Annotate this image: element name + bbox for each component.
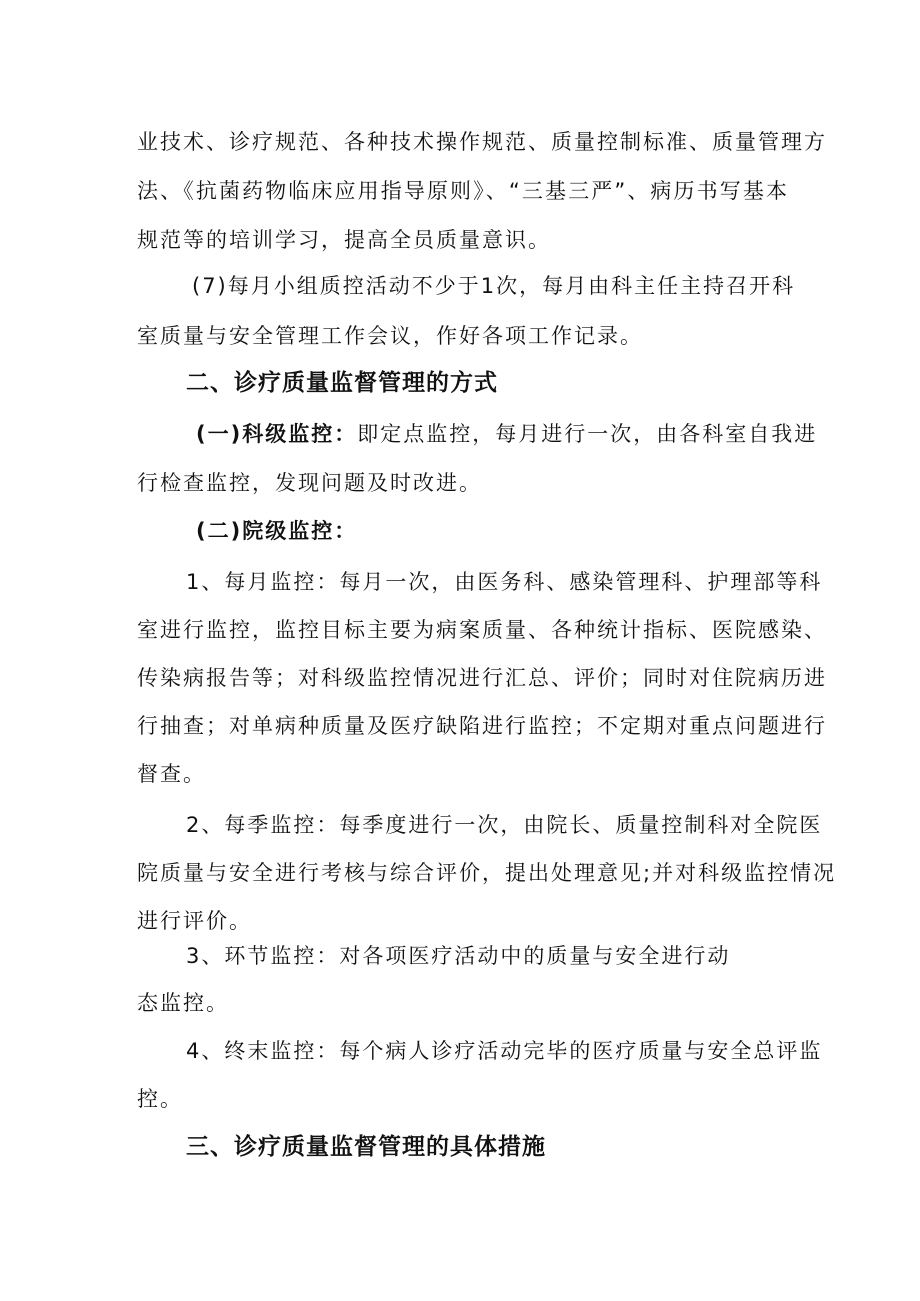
section-heading-3: 三、诊疗质量监督管理的具体措施: [186, 1134, 546, 1160]
text-line: 进行评价。: [137, 909, 252, 933]
section-heading-2: 二、诊疗质量监督管理的方式: [186, 370, 498, 396]
text-line: 督查。: [137, 762, 206, 786]
text-line: 态监控。: [137, 991, 229, 1015]
subsection-title-dept: (一)科级监控：: [196, 422, 358, 446]
text-line: 传染病报告等；对科级监控情况进行汇总、评价；同时对住院病历进: [137, 666, 827, 690]
text-line: 行检查监控，发现问题及时改进。: [137, 471, 482, 495]
text-line: 2、每季监控：每季度进行一次，由院长、质量控制科对全院医: [186, 813, 823, 837]
subsection-text: 即定点监控，每月进行一次，由各科室自我进: [357, 422, 818, 446]
text-line: 室质量与安全管理工作会议，作好各项工作记录。: [137, 324, 643, 348]
text-line: 行抽查；对单病种质量及医疗缺陷进行监控；不定期对重点问题进行: [137, 714, 827, 738]
text-line: 室进行监控，监控目标主要为病案质量、各种统计指标、医院感染、: [137, 618, 827, 642]
text-line: 法、《抗菌药物临床应用指导原则》、“三基三严”、病历书写基本: [137, 179, 789, 203]
text-line: 业技术、诊疗规范、各种技术操作规范、质量控制标准、质量管理方: [137, 130, 827, 154]
subsection-title-hospital: (二)院级监控：: [196, 519, 358, 543]
text-line: 规范等的培训学习，提高全员质量意识。: [137, 228, 551, 252]
text-line: 1、每月监控：每月一次，由医务科、感染管理科、护理部等科: [186, 570, 823, 594]
text-line: 院质量与安全进行考核与综合评价，提出处理意见;并对科级监控情况: [137, 861, 837, 885]
text-line: 3、环节监控：对各项医疗活动中的质量与安全进行动: [186, 944, 731, 968]
subsection-line: [196, 420, 817, 448]
text-line: 控。: [137, 1087, 183, 1111]
text-line: 4、终末监控：每个病人诊疗活动完毕的医疗质量与安全总评监: [186, 1039, 823, 1063]
text-line: (7)每月小组质控活动不少于1次，每月由科主任主持召开科: [192, 274, 796, 298]
